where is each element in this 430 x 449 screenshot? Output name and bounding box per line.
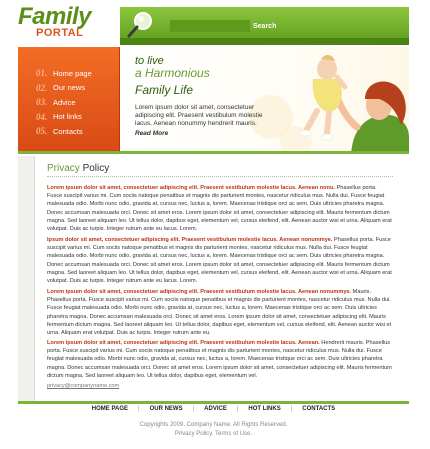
hero-line-3: Family Life xyxy=(135,83,194,97)
logo-family-text: Family xyxy=(18,3,92,30)
mother-and-baby-photo xyxy=(121,47,409,154)
nav-item-advice[interactable] xyxy=(36,95,120,110)
footer-link-home[interactable]: HOME PAGE xyxy=(91,406,129,412)
nav-item-label: Hot links xyxy=(53,112,82,122)
footer-link-news[interactable]: OUR NEWS xyxy=(149,406,183,412)
nav-item-home[interactable] xyxy=(36,66,120,81)
nav-item-number: 04. xyxy=(36,111,48,122)
footer-link-advice[interactable]: ADVICE xyxy=(204,406,227,412)
nav-item-label: Contacts xyxy=(53,126,83,136)
hero-line-2: a Harmonious xyxy=(135,66,210,80)
footer-separator: | xyxy=(290,406,293,412)
footer-separator: | xyxy=(138,406,140,412)
title-divider xyxy=(47,176,393,177)
paragraph-lead: Lorem ipsum dolor sit amet, consectetuer adipiscing elit. Praesent vestibulum molestie lacus. Aenean nonummye. xyxy=(47,289,352,295)
copyright xyxy=(18,421,409,439)
page-title-part-2: Policy xyxy=(79,163,110,174)
nav-item-label: Home page xyxy=(53,68,92,78)
paragraph-body: Phasellus porta. Fusce suscipit varius mi. Cum sociis natoque penatibus et magnis dis parturient montes, nascetur ridiculus mus. Nulla dui. Fusce feugiat malesuada odio. Morbi nunc odio, gravida at, cursus nec, luctus a, lorem. Maecenas tristique orci ac sem. Duis ultricies pharetra magna. Donec accumsan malesuada orci. Donec sit amet eros. Lorem ipsum dolor sit amet, consectetuer adipiscing elit. Mauris fermentum dictum magna. Sed laoreet aliquam leo. Ut tellus dolor, dapibus eget, elementum vel, cursus eleifend, elit. Aenean auctor wisi et urna. Aliquam erat volutpat. Duis ac turpis. Integer rutrum ante eu lacus. Lorem. xyxy=(47,185,392,233)
main-nav xyxy=(36,66,120,139)
left-side-divider xyxy=(34,156,35,402)
page-title-part-1: Privacy xyxy=(47,163,80,174)
paragraph-body: Hendrerit mauris. Phasellus porta. Fusce suscipit varius mi. Cum sociis natoque penatibus et magnis dis parturient montes, nascetur ridiculus mus. Nulla dui. Fusce feugiat malesuada odio. Morbi nunc odio, gravida at, cursus nec, luctus a, lorem. Maecenas tristique orci ac sem. Duis ultricies pharetra magna. Donec accumsan malesuada orci. Donec sit amet eros. Lorem ipsum dolor sit amet, consectetuer adipiscing elit. Mauris fermentum dictum magna. Sed laoreet aliquam leo. Ut tellus dolor, dapibus eget, elementum vel. xyxy=(47,340,392,379)
footer-link-contacts[interactable]: CONTACTS xyxy=(302,406,336,412)
footer-nav xyxy=(18,406,409,412)
hero-text: Lorem ipsum dolor sit amet, consectetuer adipiscing elit. Praesent vestibulum molestie lacus. Aenean nonummy hendrerit mauris. xyxy=(135,104,263,127)
header-bar-stripe xyxy=(120,38,409,45)
email-link[interactable]: privacy@companyname.com xyxy=(47,383,120,389)
footer-separator: | xyxy=(192,406,195,412)
search-input[interactable] xyxy=(170,20,250,32)
policy-paragraph xyxy=(47,339,393,380)
hero-banner xyxy=(121,47,409,154)
copyright-line: Copyrights 2009. Company Name. All Rights Reserved. xyxy=(139,422,288,428)
footer-divider xyxy=(18,401,409,404)
nav-item-number: 05. xyxy=(36,126,48,137)
paragraph-lead: Lorem ipsum dolor sit amet, consectetuer adipiscing elit. Praesent vestibulum molestie lacus. Aenean. xyxy=(47,340,320,346)
magnifier-icon xyxy=(127,10,155,38)
nav-item-hot-links[interactable] xyxy=(36,110,120,125)
policy-paragraph xyxy=(47,236,393,285)
left-side-strip xyxy=(18,156,34,402)
nav-item-label: Advice xyxy=(53,97,76,107)
paragraph-lead: Lorem ipsum dolor sit amet, consectetuer adipiscing elit. Praesent vestibulum molestie lacus. Aenean nonu. xyxy=(47,185,335,191)
page-title-block xyxy=(47,163,393,177)
footer-link-hot-links[interactable]: HOT LINKS xyxy=(248,406,281,412)
nav-item-number: 03. xyxy=(36,97,48,108)
hero-divider xyxy=(18,151,409,154)
logo-portal-text: PORTAL xyxy=(36,27,84,39)
nav-item-number: 02. xyxy=(36,82,48,93)
nav-item-news[interactable] xyxy=(36,81,120,96)
policy-paragraph xyxy=(47,288,393,337)
nav-item-contacts[interactable] xyxy=(36,124,120,139)
footer-separator: | xyxy=(236,406,239,412)
page-title xyxy=(47,163,393,177)
nav-item-label: Our news xyxy=(53,83,86,93)
search-button[interactable]: Search xyxy=(253,19,283,33)
read-more-link[interactable]: Read More xyxy=(135,130,169,137)
paragraph-lead: Ipsum dolor sit amet, consectetuer adipiscing elit. Praesent vestibulum molestie lacus. Aenean nonummye. xyxy=(47,237,333,243)
nav-item-number: 01. xyxy=(36,68,48,79)
terms-line[interactable]: Privacy Policy. Terms of Use. xyxy=(174,431,253,437)
hero-line-1: to live xyxy=(135,55,164,67)
paragraph-body: Phasellus porta. Fusce suscipit varius mi. Cum sociis natoque penatibus et magnis dis parturient montes, nascetur ridiculus mus. Nulla dui. Fusce feugiat malesuada odio. Morbi nunc odio, gravida at, cursus nec, luctus a, lorem. Maecenas tristique orci ac sem. Duis ultricies pharetra magna. Donec accumsan malesuada orci. Donec sit amet eros. Lorem ipsum dolor sit amet, consectetuer adipiscing elit. Mauris fermentum dictum magna. Sed laoreet aliquam leo. Ut tellus dolor, dapibus eget, elementum vel, cursus eleifend, elit. Aenean auctor wisi et urna. Aliquam erat volutpat. Duis ac turpis. Integer rutrum ante eu lacus. Lorem. xyxy=(47,237,392,285)
paragraph-body: Mauris. Phasellus porta. Fusce suscipit varius mi. Cum sociis natoque penatibus et magnis dis parturient montes, nascetur ridiculus mus. Nulla dui. Fusce feugiat malesuada odio. Morbi nunc odio, gravida at, cursus nec, luctus a, lorem. Maecenas tristique orci ac sem. Duis ultricies pharetra magna. Donec accumsan malesuada orci. Donec sit amet eros. Lorem ipsum dolor sit amet, consectetuer adipiscing elit. Mauris fermentum dictum magna. Sed laoreet aliquam leo. Ut tellus dolor, dapibus eget, elementum vel, cursus eleifend, elit. Aenean auctor wisi et urna. Aliquam erat volutpat. Duis ac turpis. Integer rutrum ante eu. xyxy=(47,289,392,337)
policy-paragraph xyxy=(47,184,393,233)
